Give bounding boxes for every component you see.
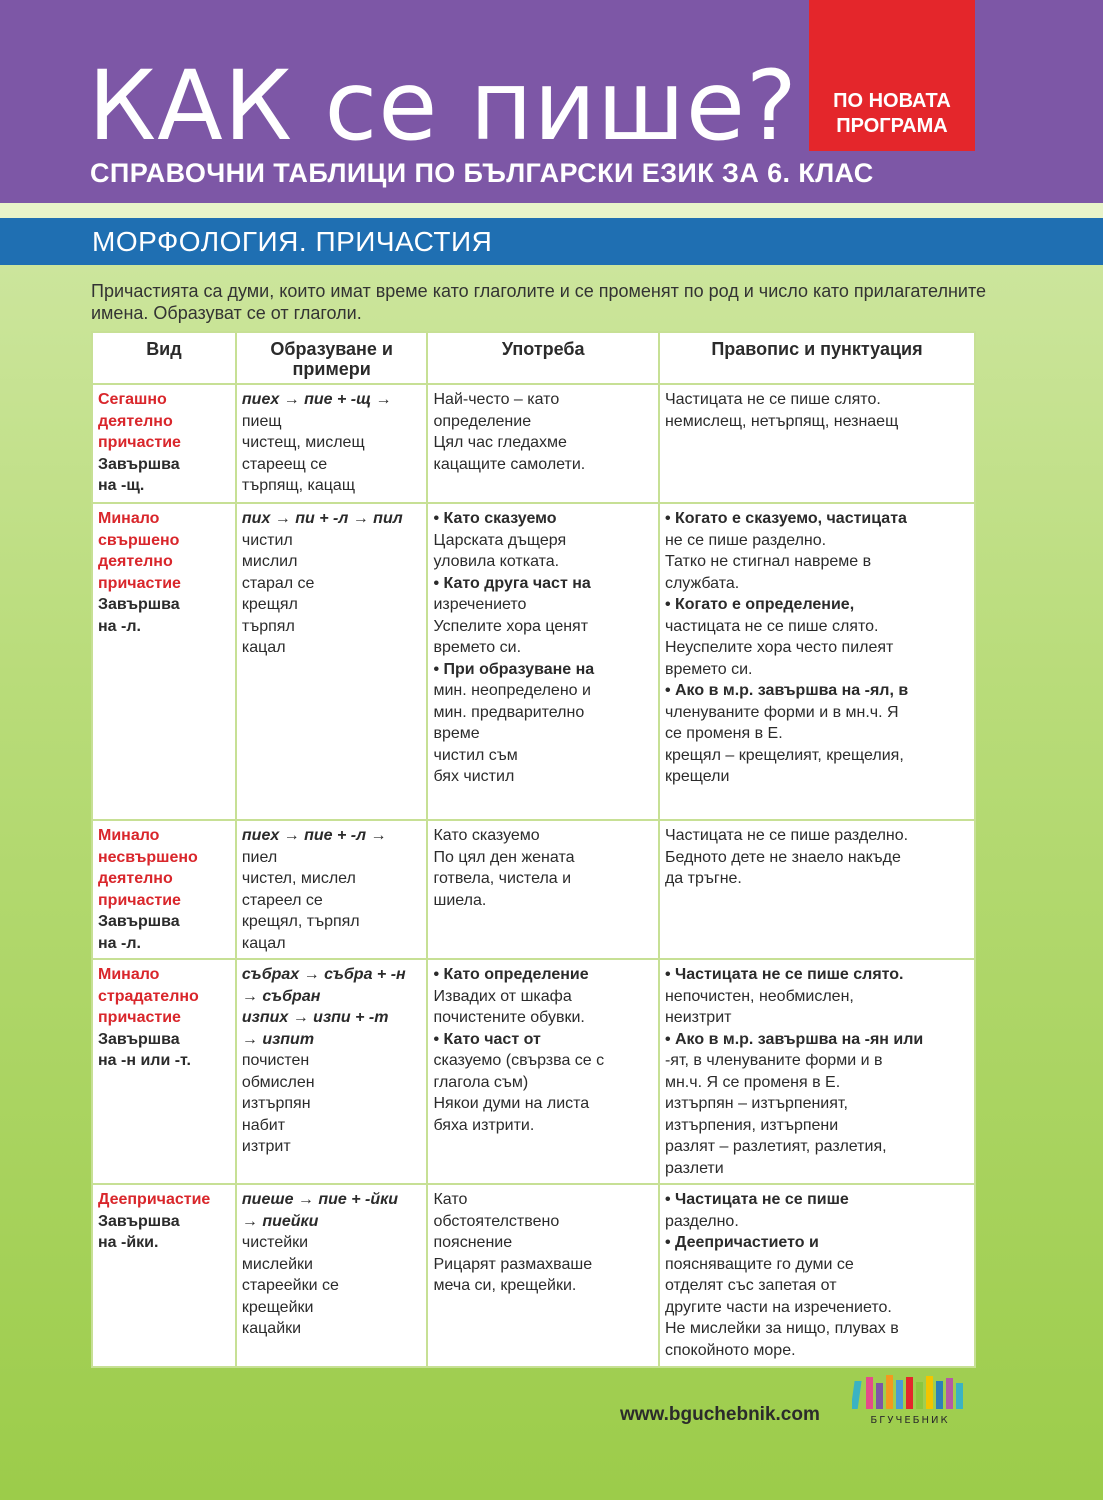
table-row <box>92 503 975 820</box>
spelling-line: поясняващите го думи се <box>664 1255 854 1273</box>
participle-ending: на -йки. <box>98 1234 159 1251</box>
spelling-line: • Ако в м.р. завършва на -ял, в <box>664 682 909 699</box>
spelling-line: Бедното дете не знаело накъде <box>664 848 901 866</box>
logo-text: БГУЧЕБНИК <box>870 1415 950 1426</box>
publisher-logo <box>852 1371 968 1427</box>
formation-example: чистейки <box>241 1234 309 1251</box>
formation-example: изпих → изпи + -т <box>241 1009 389 1026</box>
table-header-row <box>92 332 975 384</box>
spelling-line: немислещ, нетърпящ, незнаещ <box>664 412 899 430</box>
usage-line: кацащите самолети. <box>433 455 586 473</box>
usage-line: Извадих от шкафа <box>433 987 572 1005</box>
cell-spelling <box>659 959 975 1184</box>
spelling-line: разлят – разлетият, разлетия, <box>664 1138 887 1155</box>
formation-example: изтърпян <box>241 1095 311 1112</box>
formation-example: мислейки <box>241 1255 313 1273</box>
participle-type: Минало <box>98 510 160 527</box>
header-spelling: Правопис и пунктуация <box>659 332 975 384</box>
spelling-line: се променя в Е. <box>664 725 783 742</box>
usage-line: готвела, чистела и <box>433 870 572 887</box>
participle-type: деятелно <box>98 412 173 430</box>
formation-example: обмислен <box>241 1073 315 1091</box>
spelling-line: Неуспелите хора често пилеят <box>664 639 894 656</box>
formation-example: пиеx → пие + -л → <box>241 827 387 844</box>
formation-example: мислил <box>241 553 298 570</box>
header-formation: Образуване и примери <box>236 332 428 384</box>
formation-example: пих → пи + -л → пил <box>241 510 403 527</box>
usage-line: Като сказуемо <box>433 827 540 844</box>
intro-text: Причастията са думи, които имат време като глаголите и се променят по род и число като прилагателните имена. Образуват се от глаголи. <box>91 281 987 323</box>
formation-example: → пиейки <box>241 1212 319 1230</box>
participle-ending: Завършва <box>98 1030 180 1048</box>
formation-example: крещял <box>241 596 298 613</box>
formation-example: набит <box>241 1116 286 1134</box>
cell-spelling <box>659 384 975 503</box>
usage-line: мин. предварително <box>433 703 585 721</box>
spelling-line: Частицата не се пише разделно. <box>664 827 909 844</box>
usage-line: обстоятелствено <box>433 1212 560 1230</box>
cell-type <box>92 1184 236 1367</box>
cell-spelling <box>659 503 975 820</box>
badge-line-2: ПРОГРАМА <box>836 115 948 137</box>
usage-line: бяха изтрити. <box>433 1116 535 1134</box>
participle-type: Минало <box>98 827 160 844</box>
cell-type <box>92 959 236 1184</box>
participle-ending: Завършва <box>98 596 180 613</box>
usage-line: глагола съм) <box>433 1073 529 1091</box>
formation-example: пиеше → пие + -йки <box>241 1191 399 1208</box>
cell-formation <box>236 959 428 1184</box>
header-usage: Употреба <box>427 332 658 384</box>
cell-formation <box>236 384 428 503</box>
spelling-line: крещели <box>664 768 730 785</box>
usage-line: мин. неопределено и <box>433 682 591 699</box>
participle-type: несвършено <box>98 848 198 866</box>
participle-type: Деепричастие <box>98 1191 211 1208</box>
spelling-line: частицата не се пише слято. <box>664 617 879 635</box>
formation-example: чистил <box>241 531 293 549</box>
usage-line: По цял ден жената <box>433 848 575 866</box>
program-badge <box>809 0 975 151</box>
spelling-line: • Когато е определение, <box>664 596 855 613</box>
formation-example: чистел, мислел <box>241 870 356 887</box>
usage-line: шиела. <box>433 891 487 909</box>
participle-ending: на -н или -т. <box>98 1052 191 1069</box>
participle-ending: на -л. <box>98 617 141 635</box>
participle-ending: на -л. <box>98 934 141 952</box>
main-title: КАК се пише? <box>88 50 798 162</box>
subtitle: СПРАВОЧНИ ТАБЛИЦИ ПО БЪЛГАРСКИ ЕЗИК ЗА 6. КЛАС <box>90 158 874 188</box>
header-type: Вид <box>92 332 236 384</box>
usage-line: • Като определение <box>433 966 589 983</box>
usage-line: време <box>433 725 480 742</box>
participle-ending: Завършва <box>98 1212 180 1230</box>
formation-example: пиел <box>241 848 278 866</box>
spelling-line: крещял – крещелият, крещелия, <box>664 746 904 764</box>
spelling-line: изтърпения, изтърпени <box>664 1116 839 1134</box>
participles-table <box>91 331 976 1368</box>
spelling-line: разделно. <box>664 1212 739 1230</box>
usage-line: пояснение <box>433 1234 513 1251</box>
usage-line: определение <box>433 412 532 430</box>
section-title: МОРФОЛОГИЯ. ПРИЧАСТИЯ <box>92 226 493 257</box>
participle-type: деятелно <box>98 553 173 570</box>
formation-example: кацайки <box>241 1320 302 1337</box>
formation-example: събрах → събра + -н <box>241 966 406 983</box>
spelling-line: времето си. <box>664 660 753 678</box>
spelling-line: да тръгне. <box>664 870 742 887</box>
usage-line: • Като част от <box>433 1030 541 1048</box>
formation-example: стареещ се <box>241 455 328 473</box>
spelling-line: изтърпян – изтърпеният, <box>664 1095 848 1112</box>
usage-line: изречението <box>433 596 527 613</box>
usage-line: времето си. <box>433 639 522 656</box>
formation-example: търпял <box>241 617 295 635</box>
participle-type: Минало <box>98 966 160 983</box>
formation-example: → изпит <box>241 1030 315 1048</box>
formation-example: изтрит <box>241 1138 291 1155</box>
spelling-line: • Ако в м.р. завършва на -ян или <box>664 1030 924 1048</box>
cell-formation <box>236 503 428 820</box>
usage-line: Рицарят размахваше <box>433 1255 593 1273</box>
spelling-line: не се пише разделно. <box>664 531 827 549</box>
spelling-line: членуваните форми и в мн.ч. Я <box>664 703 899 721</box>
formation-example: стареел се <box>241 891 323 909</box>
table-row <box>92 384 975 503</box>
usage-line: бях чистил <box>433 768 515 785</box>
cell-usage <box>427 503 658 820</box>
cell-usage <box>427 959 658 1184</box>
usage-line: • Като сказуемо <box>433 510 557 527</box>
usage-line: меча си, крещейки. <box>433 1277 577 1294</box>
cell-type <box>92 384 236 503</box>
header-divider <box>0 203 1103 218</box>
formation-example: → събран <box>241 987 321 1005</box>
cell-usage <box>427 1184 658 1367</box>
spelling-line: • Деепричастието и <box>664 1234 819 1251</box>
spelling-line: другите части на изречението. <box>664 1298 892 1316</box>
cell-type <box>92 503 236 820</box>
cell-usage <box>427 820 658 959</box>
usage-line: Най-често – като <box>433 391 560 408</box>
formation-example: кацал <box>241 934 286 952</box>
spelling-line: • Частицата не се пише <box>664 1191 849 1208</box>
participle-type: причастие <box>98 891 181 909</box>
spelling-line: -ят, в членуваните форми и в <box>664 1052 883 1069</box>
participle-type: деятелно <box>98 870 173 887</box>
spelling-line: • Частицата не се пише слято. <box>664 966 904 983</box>
cell-type <box>92 820 236 959</box>
spelling-line: спокойното море. <box>664 1341 796 1359</box>
usage-line: чистил съм <box>433 746 518 764</box>
formation-example: стареейки се <box>241 1277 339 1294</box>
cell-usage <box>427 384 658 503</box>
formation-example: старал се <box>241 574 315 592</box>
usage-line: уловила котката. <box>433 553 560 570</box>
spelling-line: Частицата не се пише слято. <box>664 391 881 408</box>
formation-example: почистен <box>241 1052 310 1069</box>
cell-spelling <box>659 1184 975 1367</box>
participle-ending: Завършва <box>98 455 180 473</box>
spelling-line: разлети <box>664 1159 724 1177</box>
spelling-line: Татко не стигнал навреме в <box>664 553 872 570</box>
participle-type: Сегашно <box>98 391 167 408</box>
spelling-line: мн.ч. Я се променя в Е. <box>664 1073 841 1091</box>
table-row <box>92 820 975 959</box>
spelling-line: отделят със запетая от <box>664 1277 837 1294</box>
usage-line: почистените обувки. <box>433 1009 585 1026</box>
formation-example: търпящ, кацащ <box>241 477 355 494</box>
participle-type: причастие <box>98 1009 181 1026</box>
participle-type: причастие <box>98 574 181 592</box>
usage-line: Някои думи на листа <box>433 1095 590 1112</box>
usage-line: • Като друга част на <box>433 574 591 592</box>
usage-line: Цял час гледахме <box>433 434 567 451</box>
participle-ending: Завършва <box>98 913 180 930</box>
participle-type: причастие <box>98 434 181 451</box>
books-icon <box>852 1375 963 1409</box>
cell-formation <box>236 820 428 959</box>
spelling-line: непочистен, необмислен, <box>664 987 854 1005</box>
formation-example: пиещ <box>241 412 282 430</box>
badge-line-1: ПО НОВАТА <box>833 90 951 112</box>
usage-line: сказуемо (свързва се с <box>433 1052 605 1069</box>
spelling-line: Не мислейки за нищо, плувах в <box>664 1320 899 1337</box>
cell-spelling <box>659 820 975 959</box>
formation-example: пиеx → пие + -щ → <box>241 391 392 408</box>
website-link[interactable]: www.bguchebnik.com <box>620 1404 820 1425</box>
participle-type: свършено <box>98 531 180 549</box>
spelling-line: • Когато е сказуемо, частицата <box>664 510 907 527</box>
usage-line: Като <box>433 1191 468 1208</box>
usage-line: • При образуване на <box>433 660 595 678</box>
usage-line: Царската дъщеря <box>433 531 567 549</box>
formation-example: чистещ, мислещ <box>241 434 365 451</box>
cell-formation <box>236 1184 428 1367</box>
spelling-line: неизтрит <box>664 1009 732 1026</box>
formation-example: крещял, търпял <box>241 913 360 930</box>
spelling-line: службата. <box>664 574 740 592</box>
usage-line: Успелите хора ценят <box>433 617 589 635</box>
formation-example: кацал <box>241 639 286 656</box>
table-row <box>92 959 975 1184</box>
participle-ending: на -щ. <box>98 477 145 494</box>
participle-type: страдателно <box>98 987 199 1005</box>
table-row <box>92 1184 975 1367</box>
formation-example: крещейки <box>241 1298 314 1316</box>
